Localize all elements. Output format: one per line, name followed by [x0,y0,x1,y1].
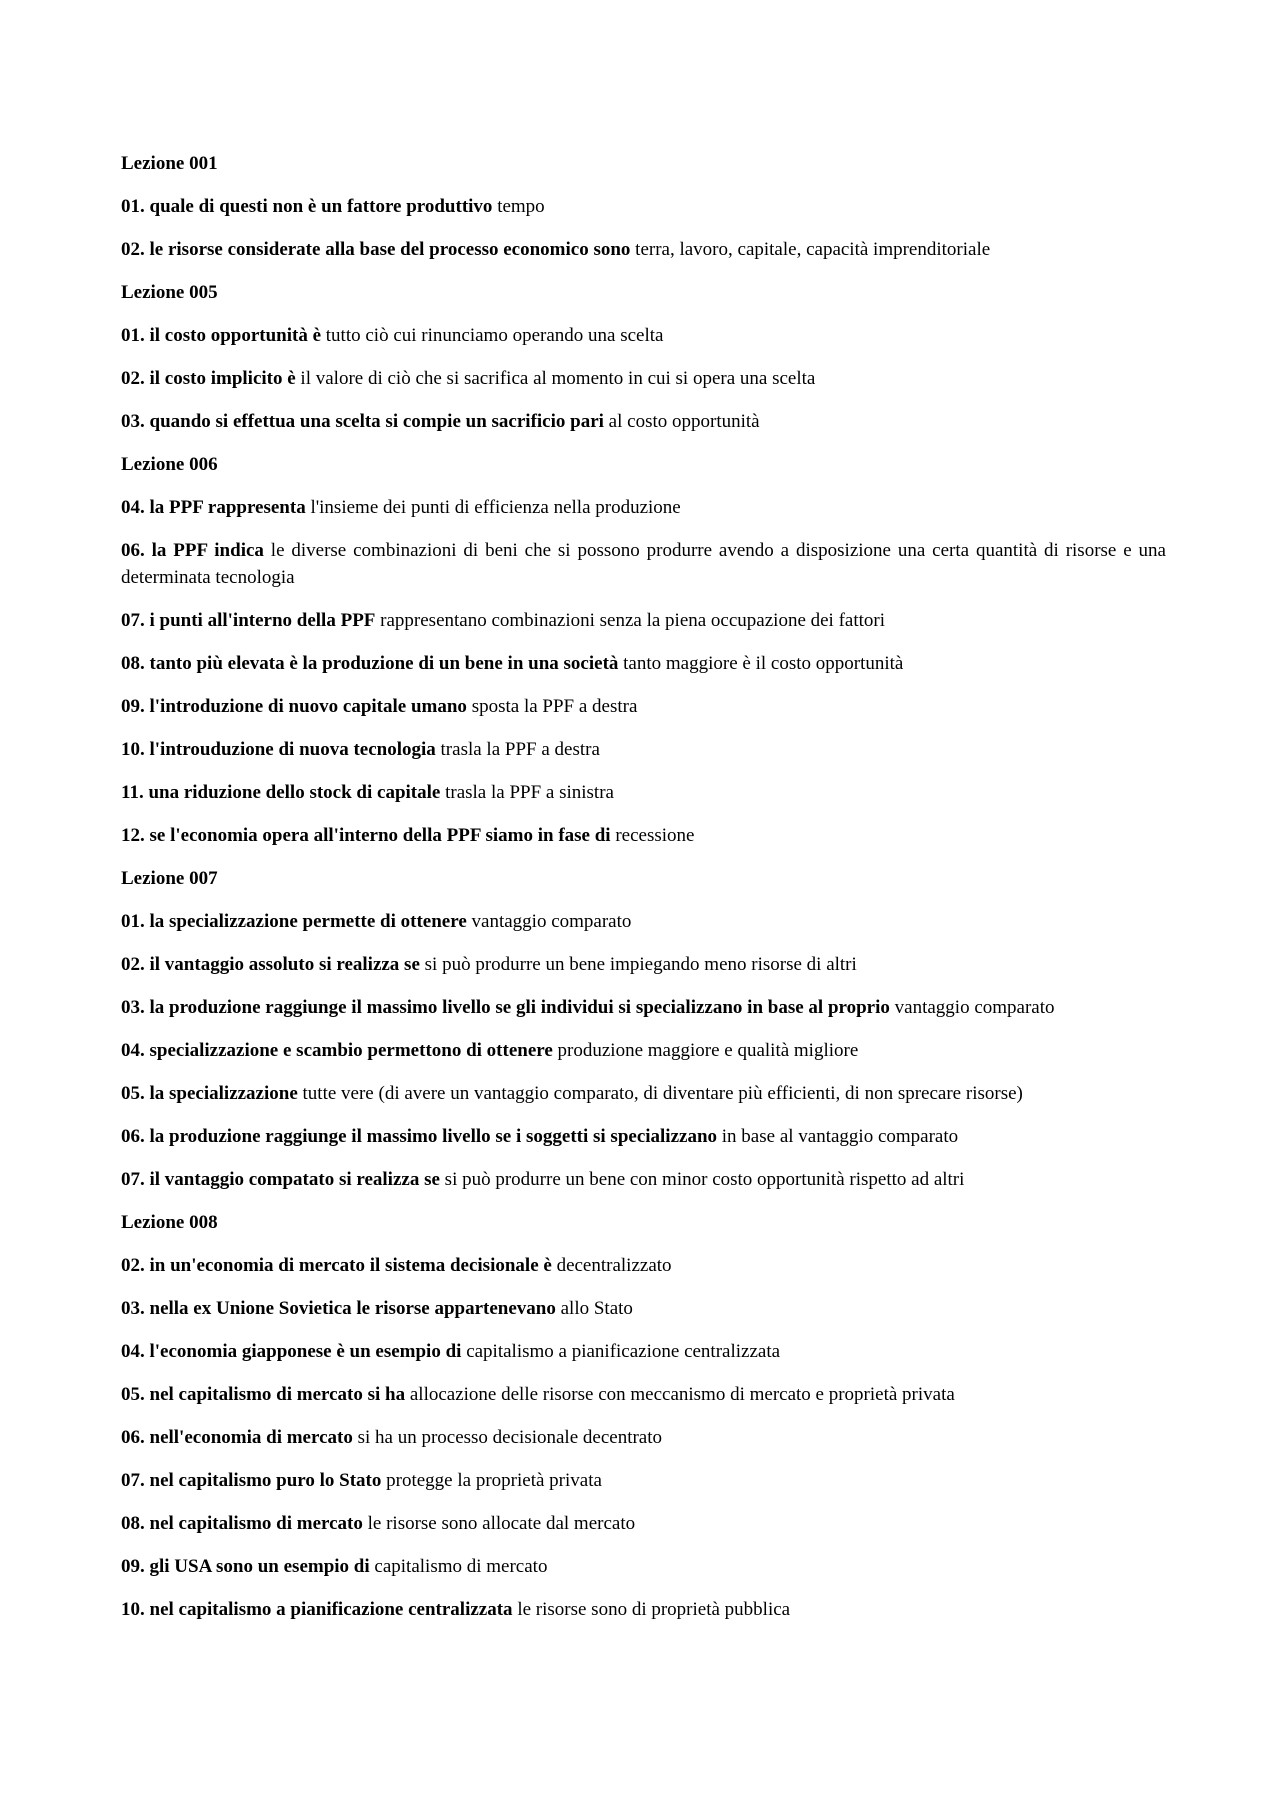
question-text: 02. il costo implicito è [121,368,296,389]
answer-text: allo Stato [555,1298,633,1319]
question-answer-item [121,1123,1166,1150]
question-text: 04. specializzazione e scambio permettono di ottenere [121,1040,553,1061]
question-answer-item [121,1037,1166,1064]
answer-text: vantaggio comparato [466,911,632,932]
question-text: 10. l'introuduzione di nuova tecnologia [121,739,436,760]
lesson-title: Lezione 005 [121,282,218,303]
answer-text: in base al vantaggio comparato [717,1126,959,1147]
question-text: 06. la produzione raggiunge il massimo livello se i soggetti si specializzano [121,1126,718,1147]
question-answer-item [121,1166,1166,1193]
question-text: 04. la PPF rappresenta [121,497,306,518]
answer-text: tanto maggiore è il costo opportunità [618,653,904,674]
question-text: 03. nella ex Unione Sovietica le risorse appartenevano [121,1298,556,1319]
question-text: 07. i punti all'interno della PPF [121,610,376,631]
question-text: 12. se l'economia opera all'interno della PPF siamo in fase di [121,825,611,846]
question-answer-item [121,1295,1166,1322]
question-text: 09. l'introduzione di nuovo capitale umano [121,696,467,717]
question-text: 05. la specializzazione [121,1083,298,1104]
answer-text: si può produrre un bene con minor costo opportunità rispetto ad altri [439,1169,965,1190]
question-answer-item [121,408,1166,435]
answer-text: decentralizzato [551,1255,672,1276]
lesson-section [121,150,1166,263]
question-answer-item [121,1252,1166,1279]
question-answer-item [121,1338,1166,1365]
question-text: 07. il vantaggio compatato si realizza se [121,1169,440,1190]
question-text: 06. la PPF indica [121,540,264,561]
answer-text: trasla la PPF a sinistra [440,782,614,803]
question-text: 05. nel capitalismo di mercato si ha [121,1384,406,1405]
answer-text: trasla la PPF a destra [435,739,600,760]
answer-text: le diverse combinazioni di beni che si possono produrre avendo a disposizione una certa quantità di risorse e una determinata tecnologia [121,540,1166,588]
lesson-section [121,865,1166,1193]
question-answer-item [121,537,1166,591]
lesson-section [121,279,1166,435]
question-answer-item [121,322,1166,349]
answer-text: si ha un processo decisionale decentrato [352,1427,663,1448]
question-answer-item [121,650,1166,677]
question-text: 11. una riduzione dello stock di capitale [121,782,441,803]
question-text: 01. la specializzazione permette di ottenere [121,911,467,932]
question-answer-item [121,908,1166,935]
question-text: 06. nell'economia di mercato [121,1427,353,1448]
answer-text: allocazione delle risorse con meccanismo di mercato e proprietà privata [405,1384,955,1405]
question-answer-item [121,1080,1166,1107]
question-text: 10. nel capitalismo a pianificazione centralizzata [121,1599,513,1620]
question-answer-item [121,951,1166,978]
answer-text: le risorse sono di proprietà pubblica [512,1599,791,1620]
answer-text: tempo [492,196,545,217]
lesson-title: Lezione 001 [121,153,218,174]
question-text: 02. in un'economia di mercato il sistema decisionale è [121,1255,552,1276]
question-answer-item [121,736,1166,763]
answer-text: il valore di ciò che si sacrifica al momento in cui si opera una scelta [295,368,816,389]
lesson-section [121,451,1166,849]
question-answer-item [121,822,1166,849]
question-answer-item [121,1553,1166,1580]
answer-text: sposta la PPF a destra [466,696,638,717]
question-answer-item [121,1424,1166,1451]
answer-text: capitalismo a pianificazione centralizzata [461,1341,781,1362]
question-text: 02. le risorse considerate alla base del processo economico sono [121,239,631,260]
question-answer-item [121,1596,1166,1623]
question-answer-item [121,693,1166,720]
answer-text: recessione [610,825,695,846]
question-answer-item [121,1381,1166,1408]
answer-text: vantaggio comparato [889,997,1055,1018]
question-answer-item [121,365,1166,392]
question-answer-item [121,193,1166,220]
answer-text: produzione maggiore e qualità migliore [552,1040,859,1061]
question-text: 04. l'economia giapponese è un esempio di [121,1341,462,1362]
question-text: 01. il costo opportunità è [121,325,322,346]
question-text: 08. tanto più elevata è la produzione di un bene in una società [121,653,619,674]
answer-text: capitalismo di mercato [369,1556,548,1577]
answer-text: si può produrre un bene impiegando meno risorse di altri [419,954,857,975]
answer-text: al costo opportunità [603,411,760,432]
lesson-section [121,1209,1166,1623]
answer-text: tutte vere (di avere un vantaggio comparato, di diventare più efficienti, di non sprecare risorse) [297,1083,1023,1104]
question-answer-item [121,236,1166,263]
answer-text: protegge la proprietà privata [381,1470,602,1491]
lesson-title: Lezione 008 [121,1212,218,1233]
lesson-title: Lezione 006 [121,454,218,475]
question-text: 01. quale di questi non è un fattore produttivo [121,196,493,217]
question-text: 08. nel capitalismo di mercato [121,1513,363,1534]
question-text: 03. la produzione raggiunge il massimo livello se gli individui si specializzano in base al proprio [121,997,890,1018]
lesson-title: Lezione 007 [121,868,218,889]
question-answer-item [121,779,1166,806]
answer-text: l'insieme dei punti di efficienza nella produzione [305,497,681,518]
question-answer-item [121,994,1166,1021]
document-page [121,150,1166,1639]
question-answer-item [121,1467,1166,1494]
question-text: 07. nel capitalismo puro lo Stato [121,1470,382,1491]
question-answer-item [121,1510,1166,1537]
question-text: 03. quando si effettua una scelta si compie un sacrificio pari [121,411,604,432]
question-text: 02. il vantaggio assoluto si realizza se [121,954,420,975]
question-answer-item [121,494,1166,521]
question-answer-item [121,607,1166,634]
answer-text: rappresentano combinazioni senza la piena occupazione dei fattori [375,610,886,631]
answer-text: terra, lavoro, capitale, capacità imprenditoriale [630,239,991,260]
question-text: 09. gli USA sono un esempio di [121,1556,370,1577]
answer-text: tutto ciò cui rinunciamo operando una scelta [321,325,664,346]
answer-text: le risorse sono allocate dal mercato [362,1513,636,1534]
